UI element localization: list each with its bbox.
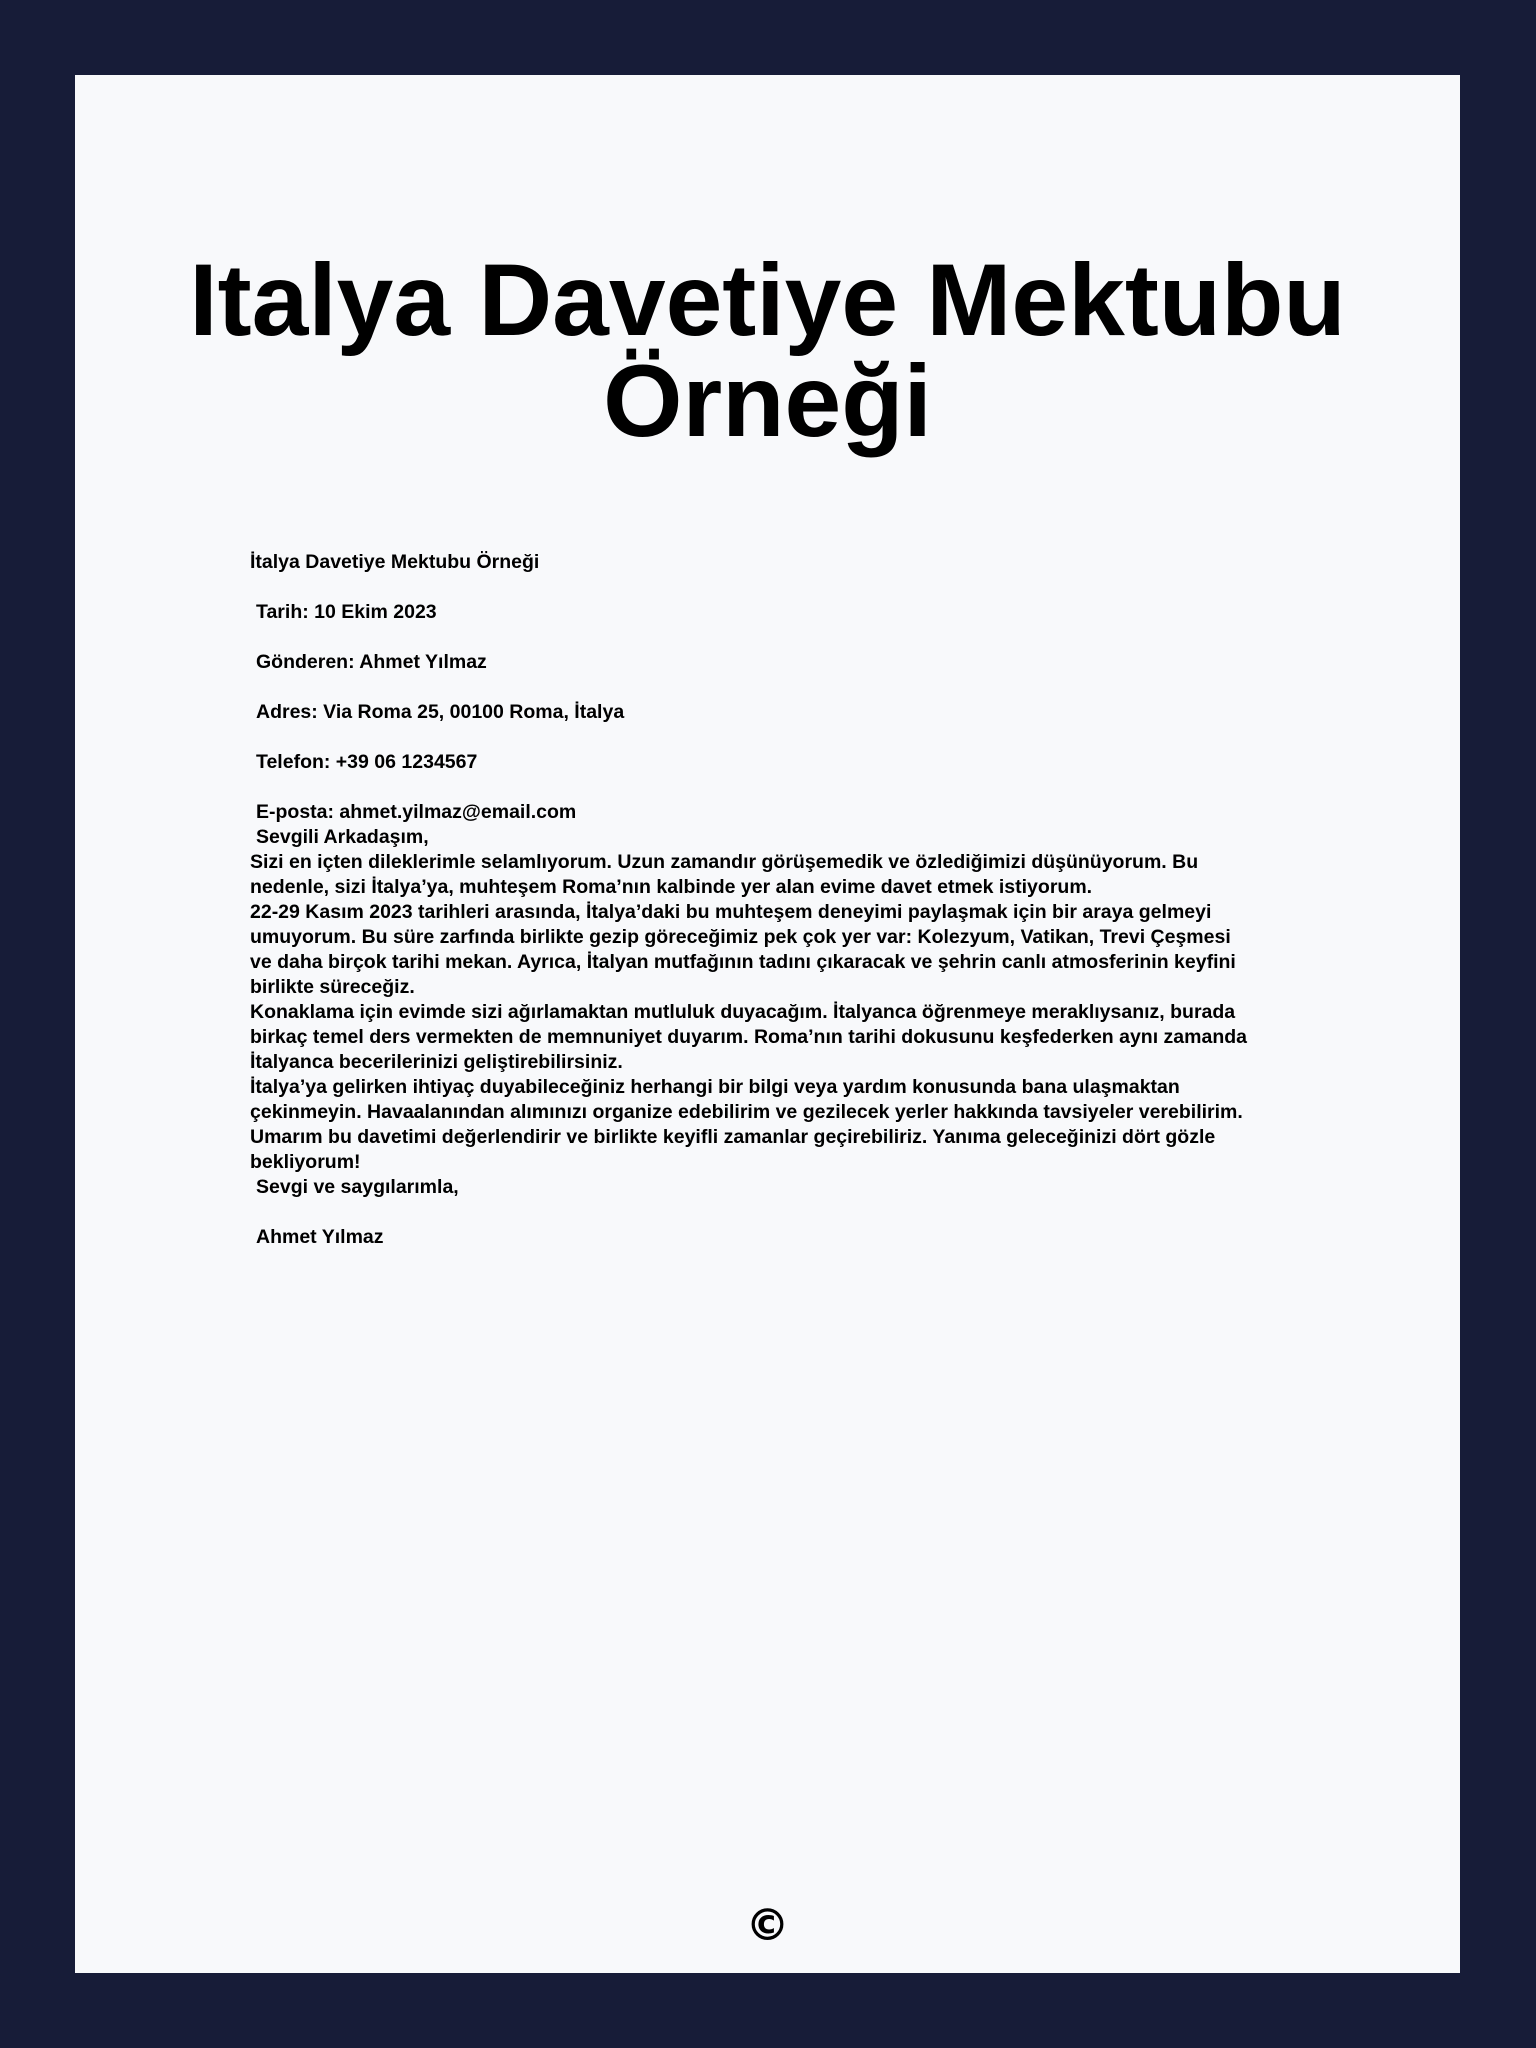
paragraph-line: 22-29 Kasım 2023 tarihleri arasında, İtalya’daki bu muhteşem deneyimi paylaşmak için bir araya gelmeyi (250, 901, 1212, 923)
letter-paragraph-4 (250, 1075, 1360, 1175)
letter-date: Tarih: 10 Ekim 2023 (256, 601, 437, 623)
letter-sender: Gönderen: Ahmet Yılmaz (256, 651, 487, 673)
paragraph-line: ve daha birçok tarihi mekan. Ayrıca, İtalyan mutfağının tadını çıkaracak ve şehrin canlı atmosferinin keyfini (250, 951, 1236, 973)
paragraph-line: İtalyanca becerilerinizi geliştirebilirsiniz. (250, 1051, 623, 1073)
letter-paragraph-2 (250, 900, 1360, 1000)
letter-closing: Sevgi ve saygılarımla, (256, 1176, 459, 1198)
paragraph-line: bekliyorum! (250, 1151, 361, 1173)
letter-phone: Telefon: +39 06 1234567 (256, 751, 478, 773)
letter-signature: Ahmet Yılmaz (256, 1226, 384, 1248)
letter-paragraph-3 (250, 1000, 1360, 1075)
document-page (75, 75, 1460, 1973)
letter-body (250, 550, 1360, 1250)
copyright-icon: © (745, 1900, 790, 1951)
letter-email: E-posta: ahmet.yilmaz@email.com (256, 801, 577, 823)
letter-heading: İtalya Davetiye Mektubu Örneği (250, 551, 540, 573)
paragraph-line: birkaç temel ders vermekten de memnuniyet duyarım. Roma’nın tarihi dokusunu keşfederken aynı zamanda (250, 1026, 1247, 1048)
letter-salutation: Sevgili Arkadaşım, (256, 826, 429, 848)
paragraph-line: İtalya’ya gelirken ihtiyaç duyabileceğiniz herhangi bir bilgi veya yardım konusunda bana ulaşmaktan (250, 1076, 1180, 1098)
paragraph-line: Sizi en içten dileklerimle selamlıyorum. Uzun zamandır görüşemedik ve özlediğimizi düşünüyorum. Bu (250, 851, 1199, 873)
paragraph-line: nedenle, sizi İtalya’ya, muhteşem Roma’nın kalbinde yer alan evime davet etmek istiyorum. (250, 876, 1093, 898)
letter-address: Adres: Via Roma 25, 00100 Roma, İtalya (256, 701, 625, 723)
letter-paragraph-1 (250, 850, 1360, 900)
title-line-1: Italya Davetiye Mektubu (189, 243, 1346, 357)
document-title (75, 243, 1460, 458)
paragraph-line: Konaklama için evimde sizi ağırlamaktan mutluluk duyacağım. İtalyanca öğrenmeye meraklıysanız, burada (250, 1001, 1236, 1023)
paragraph-line: çekinmeyin. Havaalanından alımınızı organize edebilirim ve gezilecek yerler hakkında tavsiyeler verebilirim. (250, 1101, 1243, 1123)
paragraph-line: birlikte süreceğiz. (250, 976, 415, 998)
paragraph-line: Umarım bu davetimi değerlendirir ve birlikte keyifli zamanlar geçirebiliriz. Yanıma geleceğinizi dört gözle (250, 1126, 1216, 1148)
title-line-2: Örneği (603, 344, 932, 458)
paragraph-line: umuyorum. Bu süre zarfında birlikte gezip göreceğimiz pek çok yer var: Kolezyum, Vatikan, Trevi Çeşmesi (250, 926, 1231, 948)
